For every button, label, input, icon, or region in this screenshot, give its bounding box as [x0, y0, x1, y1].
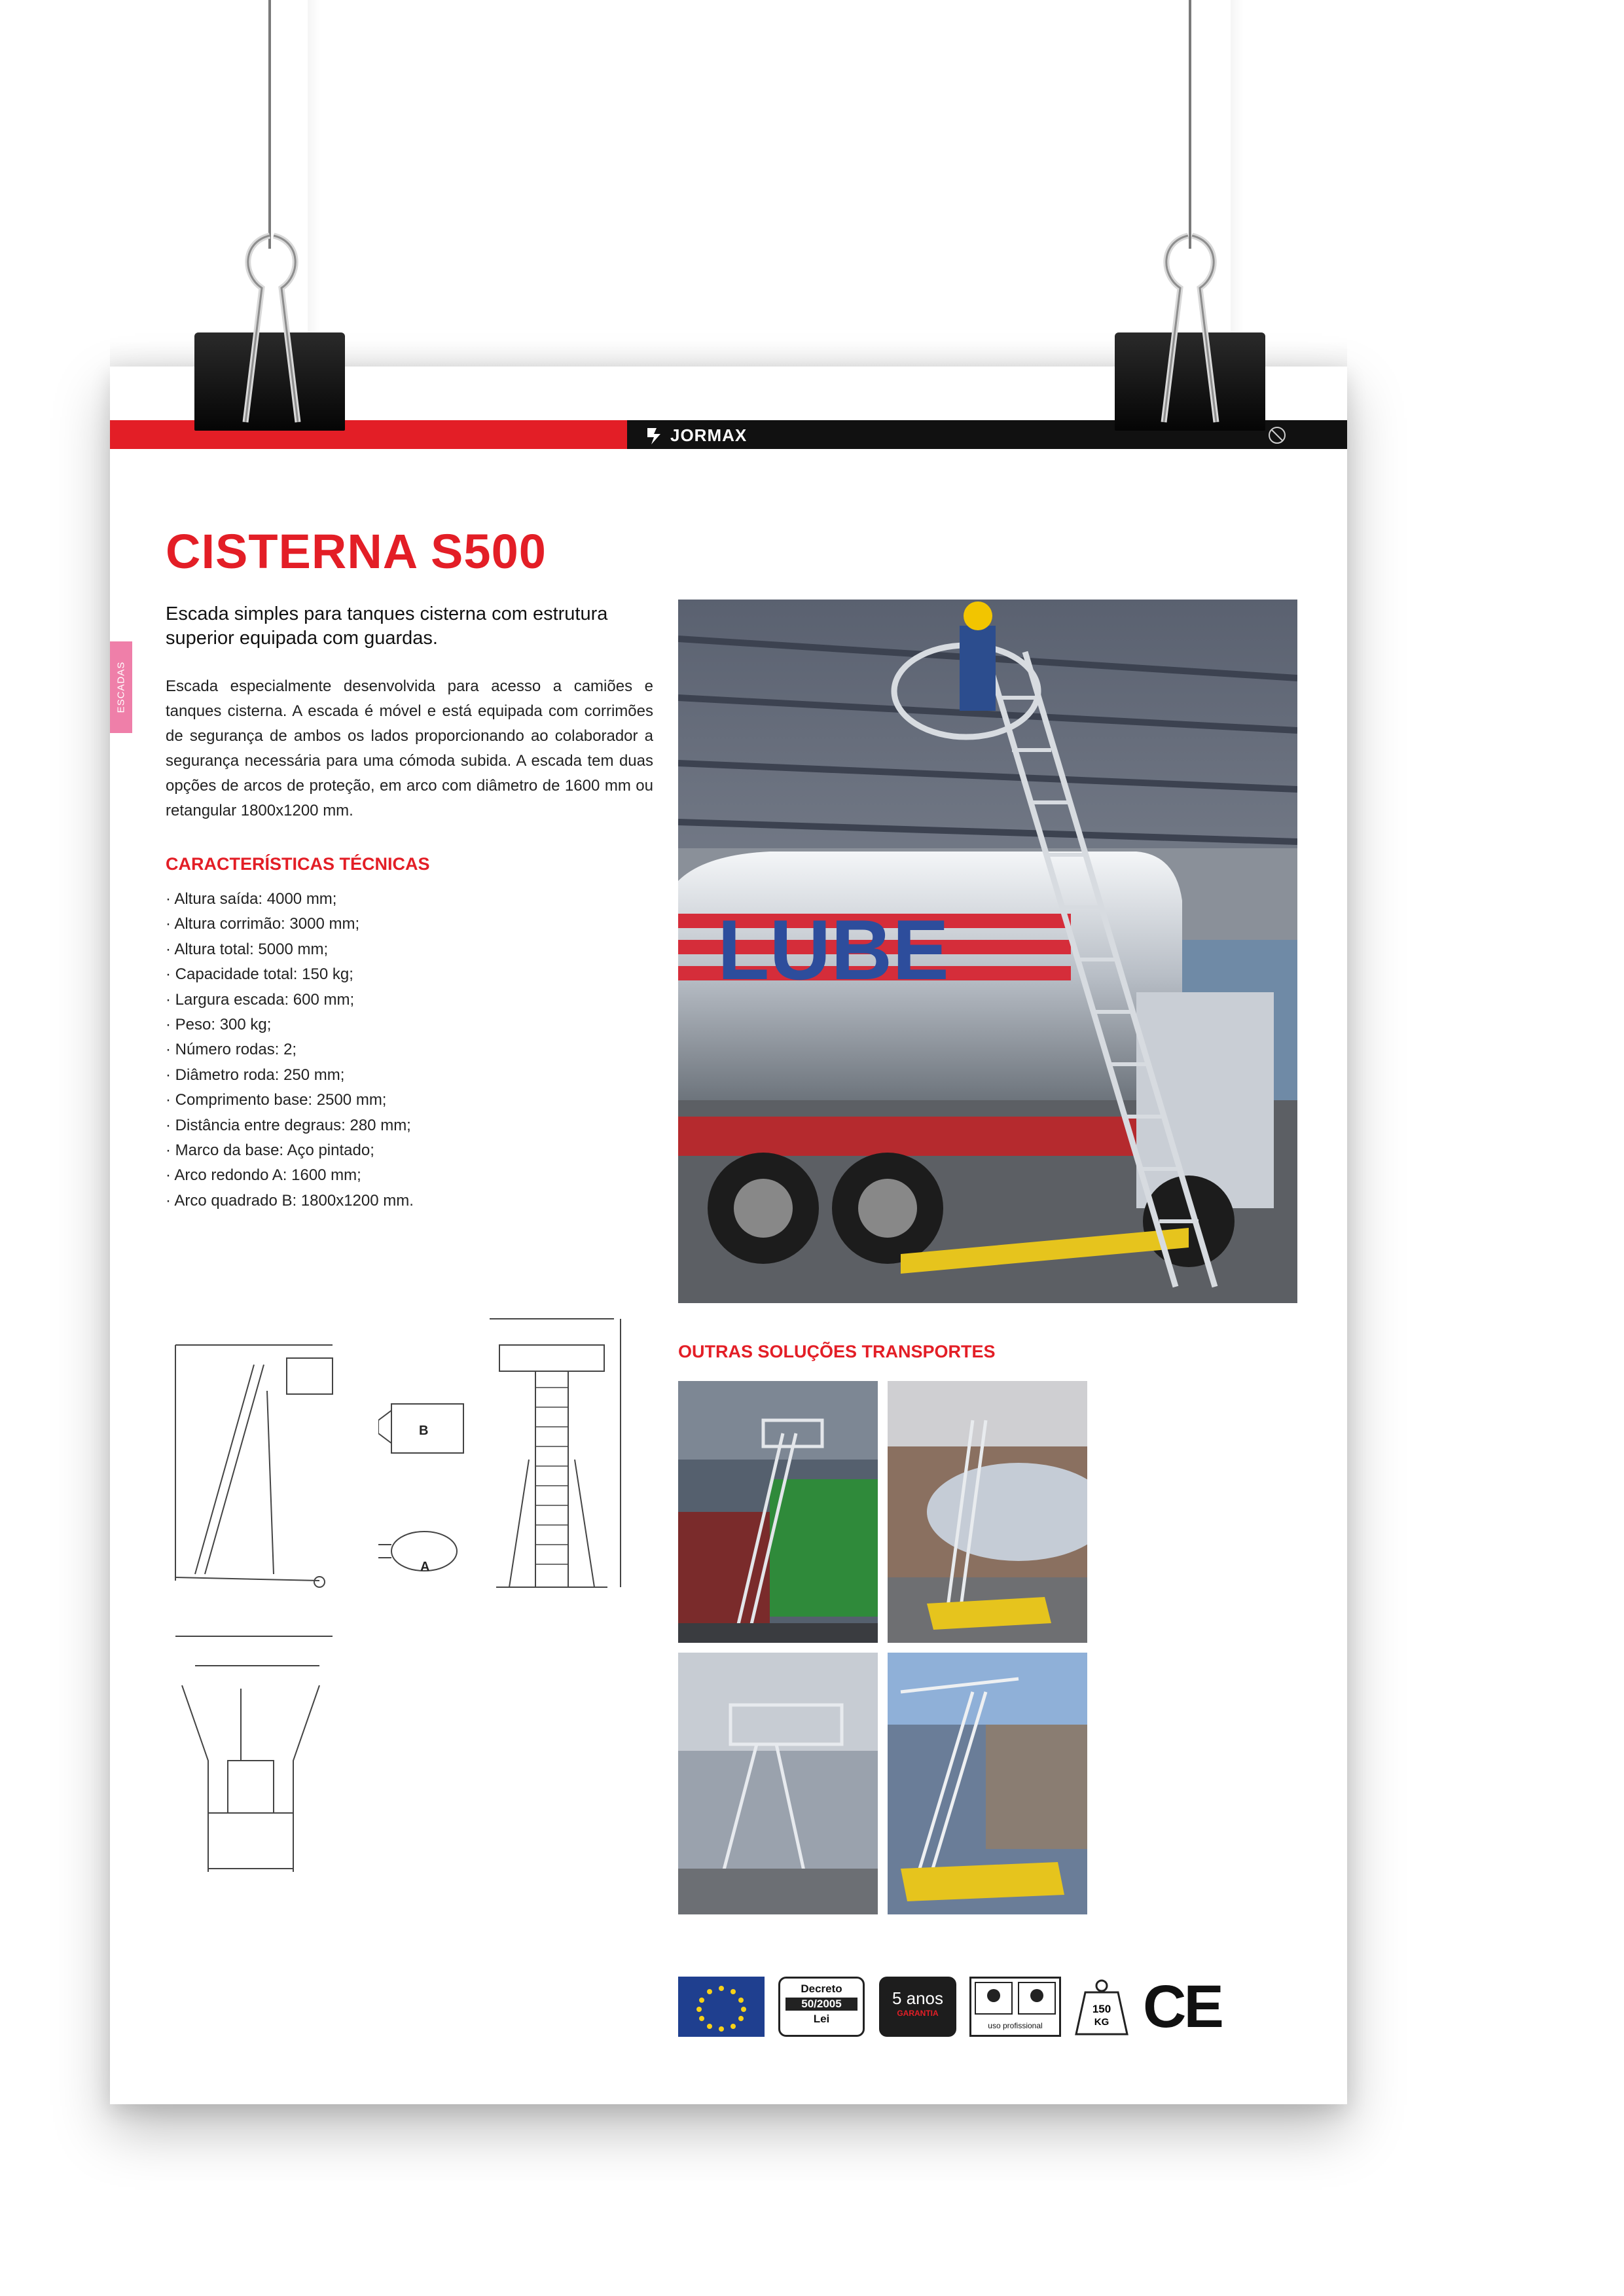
binder-clip-icon [1141, 229, 1239, 425]
solution-photo-wagon [888, 1653, 1087, 1914]
solution-photo-platform [678, 1653, 878, 1914]
poster-sheet [110, 367, 1347, 2104]
technical-drawing-side [169, 1319, 339, 1600]
technical-drawing-front [483, 1309, 627, 1597]
binder-clip-icon [223, 229, 321, 425]
product-title: CISTERNA S500 [166, 524, 547, 579]
spec-item: · Arco redondo A: 1600 mm; [166, 1163, 414, 1188]
spec-item: · Número rodas: 2; [166, 1037, 414, 1062]
technical-drawing-arc-square [378, 1397, 470, 1463]
weight-unit: KG [1094, 2017, 1110, 2028]
other-solutions-heading: OUTRAS SOLUÇÕES TRANSPORTES [678, 1342, 996, 1361]
decreto-line3: Lei [813, 2013, 830, 2025]
professional-use-pictogram [971, 1979, 1059, 2018]
tank-brand-text: LUBE [717, 902, 949, 997]
spec-item: · Largura escada: 600 mm; [166, 988, 414, 1013]
spec-item: · Altura saída: 4000 mm; [166, 887, 414, 912]
category-label: ESCADAS [115, 661, 127, 713]
product-subtitle: Escada simples para tanques cisterna com estrutura superior equipada com guardas. [166, 603, 608, 649]
technical-drawing-arc-round [378, 1522, 470, 1581]
product-description: Escada especialmente desenvolvida para acesso a camiões e tanques cisterna. A escada é móvel e está equipada com corrimões de segurança de ambos os lados proporcionando ao colaborador a segurança necessária para uma cómoda subida. A escada tem duas opções de arcos de proteção, em arco com diâmetro de 1600 mm ou retangular 1800x1200 mm. [166, 677, 653, 819]
weight-value: 150 [1092, 2003, 1111, 2015]
spec-item: · Capacidade total: 150 kg; [166, 962, 414, 987]
professional-use-icon [969, 1977, 1061, 2037]
category-side-tab [110, 641, 132, 733]
decreto-badge-icon [778, 1977, 865, 2037]
ce-mark-icon: CE [1143, 1973, 1221, 2040]
header-red-bar [110, 420, 627, 449]
spec-item: · Diâmetro roda: 250 mm; [166, 1063, 414, 1088]
spec-item: · Peso: 300 kg; [166, 1013, 414, 1037]
specs-list [166, 887, 414, 1213]
warranty-badge-icon [879, 1977, 956, 2037]
no-entry-icon [1267, 425, 1287, 445]
spec-item: · Comprimento base: 2500 mm; [166, 1088, 414, 1113]
professional-use-label: uso profissional [988, 2021, 1043, 2030]
jormax-logo-icon [645, 427, 665, 445]
spec-item: · Altura total: 5000 mm; [166, 937, 414, 962]
weight-150kg-icon [1072, 1977, 1131, 2037]
spec-item: · Distância entre degraus: 280 mm; [166, 1113, 414, 1138]
decreto-line2: 50/2005 [785, 1998, 857, 2011]
warranty-main: 5 anos [892, 1988, 944, 2008]
left-hanging-string [268, 0, 271, 249]
arc-square-label: B [419, 1424, 429, 1438]
eu-flag-icon [678, 1977, 765, 2037]
solution-photo-locomotive [678, 1381, 878, 1643]
arc-round-label: A [420, 1560, 430, 1574]
solution-photo-tanker [888, 1381, 1087, 1643]
warranty-sub: GARANTIA [897, 2009, 939, 2018]
spec-item: · Altura corrimão: 3000 mm; [166, 912, 414, 937]
spec-item: · Marco da base: Aço pintado; [166, 1138, 414, 1163]
brand-name: JORMAX [670, 425, 748, 445]
brand-logo [645, 425, 747, 446]
spec-item: · Arco quadrado B: 1800x1200 mm. [166, 1189, 414, 1213]
right-hanging-string [1189, 0, 1191, 249]
main-product-photo [678, 600, 1297, 1303]
decreto-line1: Decreto [801, 1982, 842, 1995]
specs-heading: CARACTERÍSTICAS TÉCNICAS [166, 854, 430, 874]
technical-drawing-top [169, 1623, 339, 1898]
